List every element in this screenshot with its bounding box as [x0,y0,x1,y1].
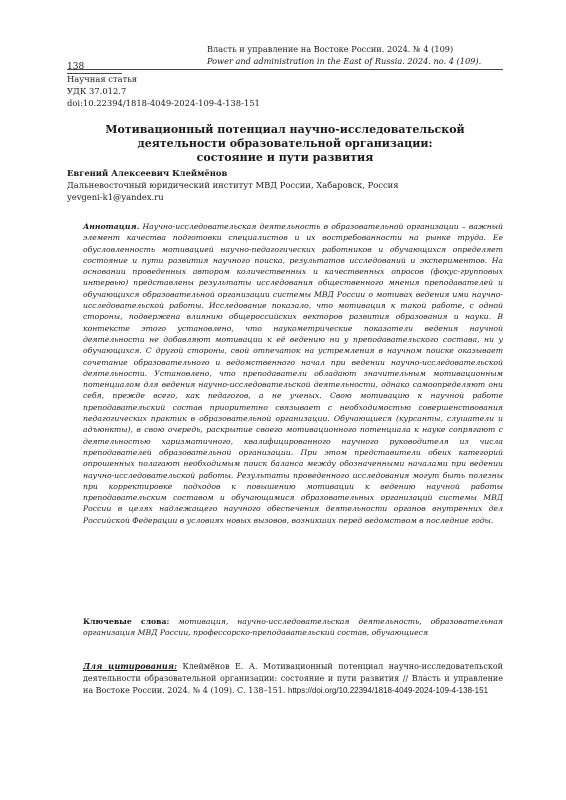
abstract [83,221,503,526]
article-type: Научная статья [67,74,138,84]
citation-label: Для цитирования: [83,661,177,671]
journal-header [207,43,507,67]
header-divider [67,69,503,70]
title-line: состояние и пути развития [196,151,374,164]
keywords-text: мотивация, научно-исследовательская деятельность, образовательная организация МВД России, профессорско-преподавательский состав, обучающиеся [83,617,503,638]
udk-code: УДК 37.012.7 [67,86,127,96]
title-line: деятельности образовательной организации: [137,137,433,150]
article-title [67,123,503,165]
keywords [83,616,503,639]
page-number: 138 [67,62,85,72]
citation [83,660,503,697]
author-affiliation: Дальневосточный юридический институт МВД России, Хабаровск, Россия [67,180,399,190]
citation-text: Клеймёнов Е. А. Мотивационный потенциал научно-исследовательской деятельности образовательной организации: состояние и пути развития // Власть и управление на Востоке России. 2024. № 4 (109). С. 138–151. [83,662,504,695]
abstract-label: Аннотация. [83,222,140,231]
journal-title-ru: Власть и управление на Востоке России. 2024. № 4 (109) [207,44,454,54]
abstract-text: Научно-исследовательская деятельность в образовательной организации – важный элемент качества подготовки специалистов и их востребованности на рынке труда. Ее обусловленность мотивацией научно-педагогических работников и обучающихся определяет состояние и пути развития научного поиска, результатов исследований и экспериментов. На основании проведенных автором количественных и качественных опросов (фокус-групповых интервью) представлены результаты исследования общественного мнения преподавателей и обучающихся образовательной организации системы МВД России о мотивах ведения ими научно-исследовательской работы. Исследование показало, что мотивация к такой работе, с одной стороны, подвержена влиянию общероссийских векторов развития образования и науки. В контексте этого установлено, что наукометрические показатели ведения научной деятельности не добавляют мотивации к её ведению ни у преподавательского состава, ни у обучающихся. С другой стороны, свой отпечаток на устремления в научном поиске оказывает сочетание образовательного и ведомственного начал при ведении научно-исследовательской деятельности. Установлено, что преподаватели обладают значительным мотивационным потенциалом для ведения научно-исследовательской деятельности, однако самоопределяют они себя, прежде всего, как педагогов, а не ученых. Свою мотивацию к научной работе преподавательский состав приоритетно связывает с необходимостью совершенствования педагогических практик в образовательной организации. Обучающиеся (курсанты, слушатели и адъюнкты), в свою очередь, раскрытие своего мотивационного потенциала к науке сопрягают с деятельностью харизматичного, квалифицированного научного руководителя из числа преподавателей образовательной организации. При этом представители обеих категорий опрошенных полагают необходимым поиск баланса между обозначенными началами при ведении научно-исследовательской работы. Результаты проведенного исследования могут быть полезны при корректировке подходов к повышению мотивации к ведению научной работы преподавательским составом и обучающимися образовательных организаций системы МВД России в целях надлежащего научного обеспечения деятельности органов внутренних дел Российской Федерации в условиях новых вызовов, возникших перед ведомством в последние годы. [83,222,503,525]
citation-doi-link[interactable]: https://doi.org/10.22394/1818-4049-2024-109-4-138-151 [287,686,489,695]
author-block [67,167,399,203]
doi: doi:10.22394/1818-4049-2024-109-4-138-151 [67,98,260,108]
author-name: Евгений Алексеевич Клеймёнов [67,168,228,178]
title-line: Мотивационный потенциал научно-исследовательской [105,123,465,136]
journal-title-en: Power and administration in the East of Russia. 2024. no. 4 (109). [207,56,482,66]
author-email: yevgeni-k1@yandex.ru [67,192,164,202]
article-meta [67,73,260,109]
keywords-label: Ключевые слова: [83,617,170,626]
